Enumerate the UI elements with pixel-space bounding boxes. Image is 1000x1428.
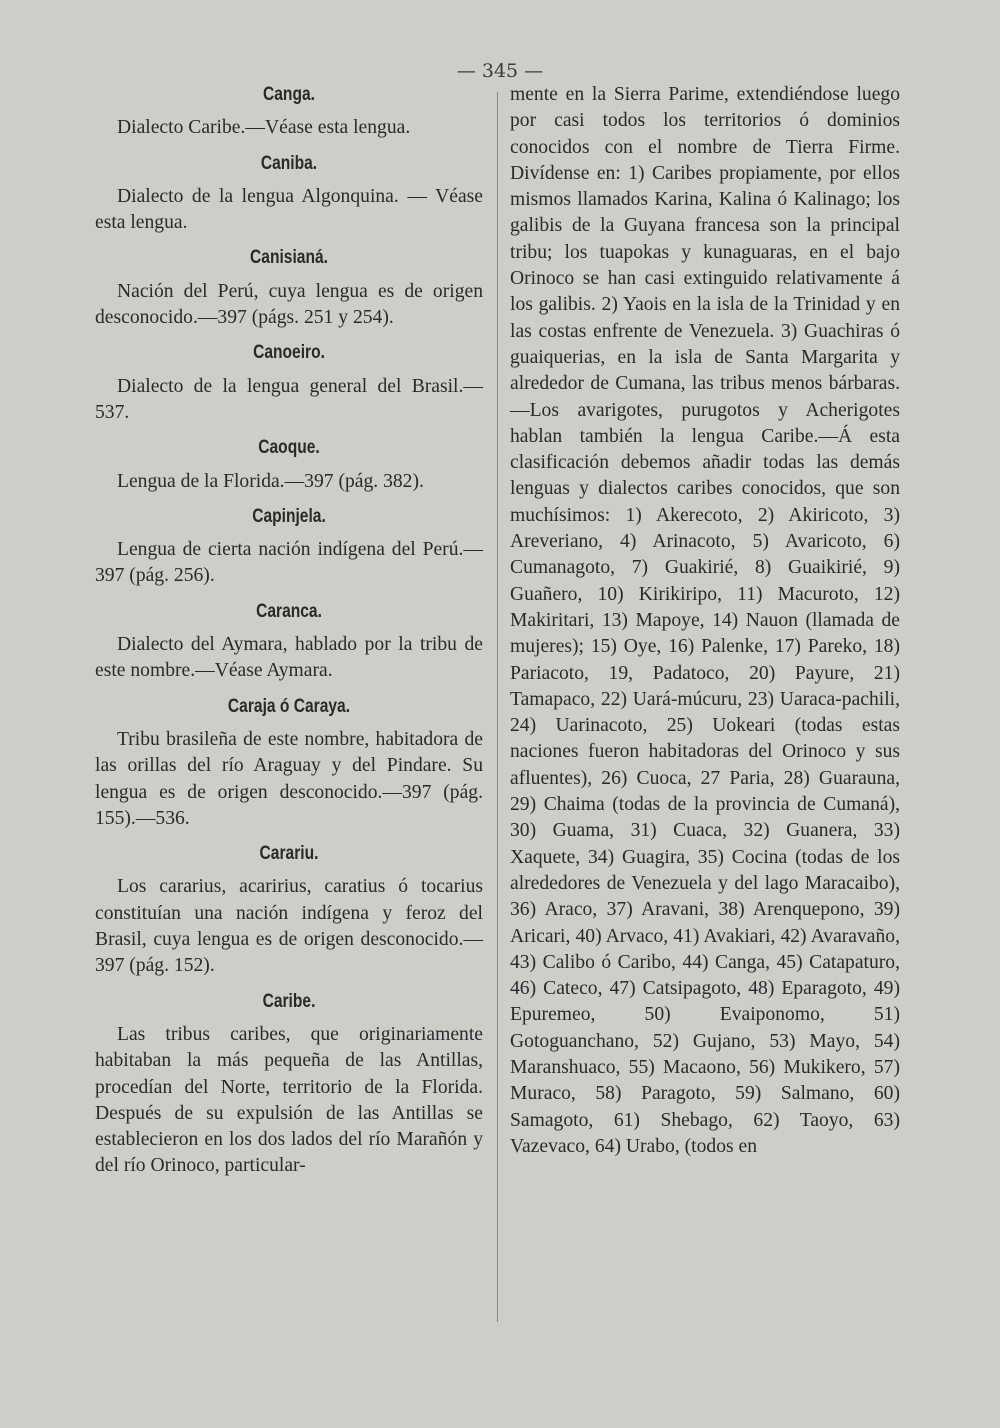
right-column-text: mente en la Sierra Parime, extendiéndose luego por casi todos los territorios ó dominios conocidos con el nombre de Tierra Firme. Divídense en: 1) Caribes propiamente, por ellos mismos llamados Karina, Kalina ó Kalinago; los galibis de la Guyana francesa son la principal tribu; los tuapokas y kunaguaras, en el bajo Orinoco se han casi extinguido relativamente á los galibis. 2) Yaois en la isla de la Trinidad y en las costas enfrente de Venezuela. 3) Guachiras ó guaiquerias, en la isla de Santa Margarita y alrededor de Cumana, las tribus menos bárbaras.—Los avarigotes, purugotos y Acherigotes hablan también la lengua Caribe.—Á esta clasificación debemos añadir todas las demás lenguas y dialectos caribes conocidos, que son muchísimos: 1) Akerecoto, 2) Akiricoto, 3) Areveriano, 4) Arinacoto, 5) Avaricoto, 6) Cumanagoto, 7) Guakirié, 8) Guaikirié, 9) Guañero, 10) Kirikiripo, 11) Macuroto, 12) Makiritari, 13) Mapoye, 14) Nauon (llamada de mujeres); 15) Oye, 16) Palenke, 17) Pareko, 18) Pariacoto, 19, Padatoco, 20) Payure, 21) Tamapaco, 22) Uará-múcuru, 23) Uaraca-pachili, 24) Uarinacoto, 25) Uokeari (todas estas naciones fueron habitadoras del Orinoco y sus afluentes), 26) Cuoca, 27 Paria, 28) Guarauna, 29) Chaima (todas de la provincia de Cumaná), 30) Guama, 31) Cuaca, 32) Guanera, 33) Xaquete, 34) Guagira, 35) Cocina (todas de los alrededores de Venezuela y del lago Maracaibo), 36) Araco, 37) Aravani, 38) Arenquepono, 39) Aricari, 40) Arvaco, 41) Avakiari, 42) Avaravaño, 43) Calibo ó Caribo, 44) Canga, 45) Catapaturo, 46) Cateco, 47) Catsipagoto, 48) Eparagoto, 49) Epuremeo, 50) Evaiponomo, 51) Gotoguanchano, 52) Gujano, 53) Mayo, 54) Maranshuaco, 55) Macaono, 56) Mukikero, 57) Muraco, 58) Paragoto, 59) Salmano, 60) Samagoto, 61) Shebago, 62) Taoyo, 63) Vazevaco, 64) Urabo, (todos en (510, 84, 900, 1157)
column-divider (497, 92, 498, 1322)
entry-title: Capinjela. (252, 505, 326, 527)
entry-title: Carariu. (259, 843, 319, 865)
entry-text: Las tribus caribes, que originariamente habitaban la más pequeña de las Antillas, procedían del Norte, territorio de la Florida. Después de su expulsión de las Antillas se establecieron en los dos lados del río Marañón y del río Orinoco, particular- (95, 1023, 483, 1177)
entry-text: Nación del Perú, cuya lengua es de origen desconocido.—397 (págs. 251 y 254). (95, 280, 483, 329)
entry-text: Dialecto del Aymara, hablado por la tribu de este nombre.—Véase Aymara. (95, 634, 483, 682)
entry-text: Dialecto de la lengua Algonquina. — Véase esta lengua. (95, 185, 483, 234)
entry-title: Caraja ó Caraya. (227, 695, 351, 717)
page-number: — 345 — (456, 60, 544, 82)
left-column (95, 82, 483, 1189)
entry-text: Los cararius, acaririus, caratius ó tocarius constituían una nación indígena y feroz del Brasil, cuya lengua es de origen desconocido.—397 (pág. 152). (95, 876, 483, 977)
entry-text: Tribu brasileña de este nombre, habitadora de las orillas del río Araguay y del Pindare. Su lengua es de origen desconocido.—397 (pág. 155).—536. (95, 728, 483, 829)
entry-title: Canoeiro. (253, 342, 325, 364)
entry-text: Lengua de la Florida.—397 (pág. 382). (117, 470, 424, 492)
entry-title: Caniba. (260, 152, 318, 174)
entry-title: Caranca. (256, 600, 322, 622)
entry-text: Lengua de cierta nación indígena del Perú.—397 (pág. 256). (95, 539, 483, 587)
entry-title: Canga. (263, 84, 315, 105)
entry-title: Canisianá. (250, 247, 328, 269)
entry-title: Caribe. (262, 990, 316, 1012)
entry-text: Dialecto Caribe.—Véase esta lengua. (117, 117, 411, 139)
entry-text: Dialecto de la lengua general del Brasil.—537. (95, 375, 483, 423)
entry-title: Caoque. (258, 437, 320, 459)
right-column (510, 82, 900, 1160)
